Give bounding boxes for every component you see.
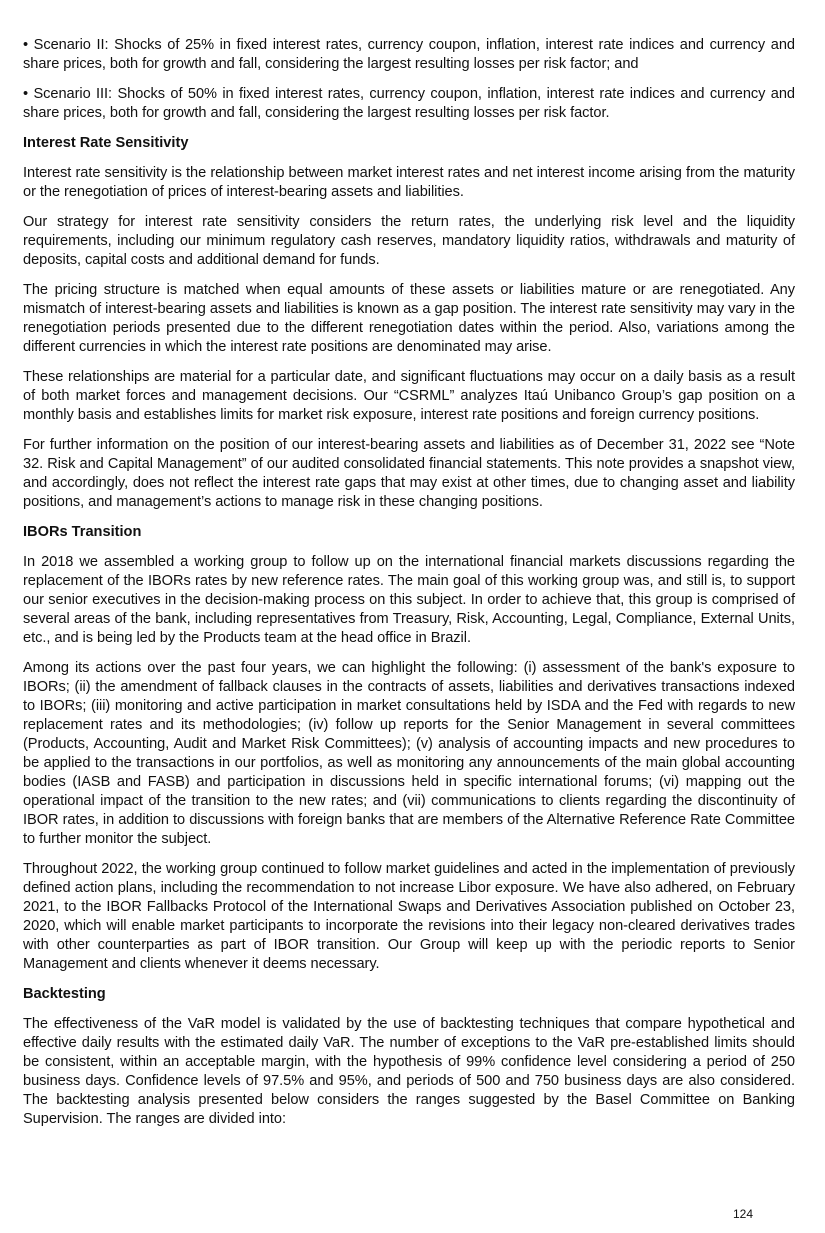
heading-ibors-transition: IBORs Transition [23, 524, 142, 540]
document-page [23, 36, 795, 1140]
paragraph-strategy: Our strategy for interest rate sensitivity considers the return rates, the underlying risk level and the liquidity requirements, including our minimum regulatory cash reserves, mandatory liquidity ratios, withdrawals and maturity of deposits, capital costs and additional demand for funds. [23, 214, 795, 268]
paragraph-definition: Interest rate sensitivity is the relationship between market interest rates and net interest income arising from the maturity or the renegotiation of prices of interest-bearing assets and liabilities. [23, 165, 795, 200]
paragraph-relationships: These relationships are material for a particular date, and significant fluctuations may occur on a daily basis as a result of both market forces and management decisions. Our “CSRML” analyzes Itaú Unibanco Group’s gap position on a monthly basis and establishes limits for market risk exposure, interest rate positions and foreign currency positions. [23, 369, 795, 423]
paragraph-throughout-2022: Throughout 2022, the working group continued to follow market guidelines and acted in the implementation of previously defined action plans, including the recommendation to not increase Libor exposure. We have also adhered, on February 2021, to the IBOR Fallbacks Protocol of the International Swaps and Derivatives Association published on October 23, 2020, which will enable market participants to incorporate the revisions into their legacy non-cleared derivatives trades with other counterparties as part of IBOR transition. Our Group will keep up with the periodic reports to Senior Management and clients whenever it deems necessary. [23, 861, 795, 972]
paragraph-actions: Among its actions over the past four years, we can highlight the following: (i) assessment of the bank's exposure to IBORs; (ii) the amendment of fallback clauses in the contracts of assets, liabilities and derivatives transactions indexed to IBORs; (iii) monitoring and active participation in market consultations held by ISDA and the Fed with regards to new replacement rates and its methodologies; (iv) follow up reports for the Senior Management in several committees (Products, Accounting, Audit and Market Risk Committees); (v) analysis of accounting impacts and new procedures to be applied to the transactions in our portfolios, as well as monitoring any announcements of the main global accounting bodies (IASB and FASB) and participation in discussions held in specific international forums; (vi) mapping out the operational impact of the transition to the new rates; and (vii) communications to clients regarding the discontinuity of IBOR rates, in addition to discussions with foreign banks that are members of the Alternative Reference Rate Committee to further monitor the subject. [23, 660, 795, 847]
bullet-scenario-iii: • Scenario III: Shocks of 50% in fixed interest rates, currency coupon, inflation, interest rate indices and currency and share prices, both for growth and fall, considering the largest resulting losses per risk factor. [23, 86, 795, 121]
heading-backtesting: Backtesting [23, 986, 106, 1002]
paragraph-var-backtesting: The effectiveness of the VaR model is validated by the use of backtesting techniques that compare hypothetical and effective daily results with the estimated daily VaR. The number of exceptions to the VaR pre-established limits should be consistent, within an acceptable margin, with the hypothesis of 99% confidence level considering a period of 250 business days. Confidence levels of 97.5% and 95%, and periods of 500 and 750 business days are also considered. The backtesting analysis presented below considers the ranges suggested by the Basel Committee on Banking Supervision. The ranges are divided into: [23, 1016, 795, 1127]
bullet-scenario-ii: • Scenario II: Shocks of 25% in fixed interest rates, currency coupon, inflation, interest rate indices and currency and share prices, both for growth and fall, considering the largest resulting losses per risk factor; and [23, 37, 795, 72]
page-number: 124 [733, 1207, 754, 1221]
paragraph-working-group: In 2018 we assembled a working group to follow up on the international financial markets discussions regarding the replacement of the IBORs rates by new reference rates. The main goal of this working group was, and still is, to support our senior executives in the decision-making process on this subject. In order to achieve that, this group is comprised of several areas of the bank, including representatives from Treasury, Risk, Accounting, Legal, Compliance, External Units, etc., and is being led by the Products team at the head office in Brazil. [23, 554, 795, 646]
paragraph-pricing-structure: The pricing structure is matched when equal amounts of these assets or liabilities mature or are renegotiated. Any mismatch of interest-bearing assets and liabilities is known as a gap position. The interest rate sensitivity may vary in the renegotiation periods presented due to the different renegotiation dates within the period. Also, variations among the different currencies in which the interest rate positions are denominated may arise. [23, 282, 795, 355]
heading-interest-rate-sensitivity: Interest Rate Sensitivity [23, 135, 189, 151]
paragraph-further-information: For further information on the position of our interest-bearing assets and liabilities as of December 31, 2022 see “Note 32. Risk and Capital Management” of our audited consolidated financial statements. This note provides a snapshot view, and accordingly, does not reflect the interest rate gaps that may exist at other times, due to changing asset and liability positions, and management’s actions to manage risk in these changing positions. [23, 437, 795, 510]
